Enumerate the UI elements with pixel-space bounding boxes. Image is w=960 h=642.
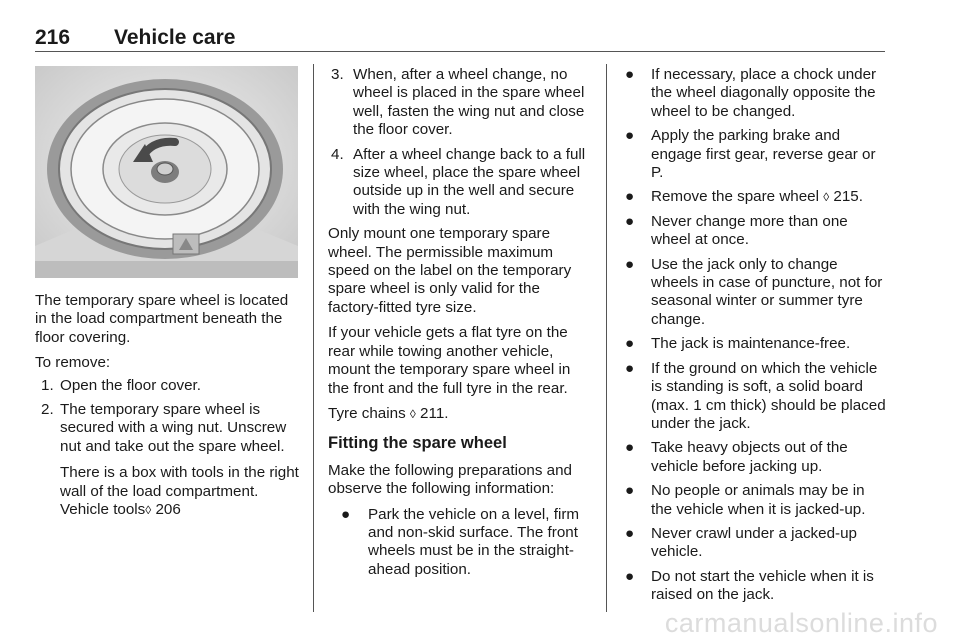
list-item: 2. The temporary spare wheel is secured with a wing nut. Unscrew nut and take out the spare wheel. There is a box with tools in the right wall of the load compartment. Vehicle tools◊ 206 <box>41 401 299 519</box>
preparation-list <box>328 506 594 580</box>
intro-text: The temporary spare wheel is located in the load compartment beneath the floor covering. <box>35 292 289 346</box>
removal-steps-continued <box>328 66 594 219</box>
bullet-icon: ● <box>341 505 351 523</box>
list-item: ● Never change more than one wheel at once. <box>625 212 848 249</box>
towing-note: If your vehicle gets a flat tyre on the rear while towing another vehicle, mount the temporary spare wheel in the front and the full tyre in the rear. <box>328 324 571 397</box>
list-item: ● The jack is maintenance-free. <box>625 335 851 353</box>
header-divider <box>35 51 885 52</box>
preparation-text: Make the following preparations and observe the following information: <box>328 461 572 498</box>
list-item: 1. Open the floor cover. <box>41 376 201 394</box>
section-heading: Fitting the spare wheel <box>328 434 507 453</box>
list-item: ● Never crawl under a jacked-up vehicle. <box>625 524 857 561</box>
list-item: 3. When, after a wheel change, no wheel is placed in the spare wheel well, fasten the wing nut and close the floor cover. <box>331 66 585 139</box>
spare-wheel-illustration <box>35 66 298 278</box>
list-item: ● If the ground on which the vehicle is standing is soft, a solid board (max. 1 cm thick) should be placed under the jack. <box>625 359 886 432</box>
cross-reference-page[interactable]: 215. <box>829 188 863 206</box>
removal-steps <box>35 377 299 520</box>
list-item: ● If necessary, place a chock under the wheel diagonally opposite the wheel to be changed. <box>625 66 877 120</box>
column-divider <box>606 64 607 612</box>
list-item: ● No people or animals may be in the vehicle when it is jacked-up. <box>625 482 866 518</box>
bullet-icon: ● <box>625 188 635 206</box>
page-header <box>35 26 885 52</box>
list-item: ● Park the vehicle on a level, firm and non-skid surface. The front wheels must be in the straight-ahead position. <box>341 505 580 578</box>
to-remove-label: To remove: <box>35 354 111 372</box>
cross-reference-arrow-icon[interactable]: ◊ <box>145 503 152 518</box>
page-number: 216 <box>35 26 71 49</box>
bullet-icon: ● <box>625 567 635 585</box>
bullet-icon: ● <box>625 482 635 500</box>
bullet-icon: ● <box>625 255 635 273</box>
cross-reference-page[interactable]: 206 <box>151 501 181 519</box>
list-item: ● Remove the spare wheel ◊ 215. <box>625 188 863 206</box>
cross-reference-arrow-icon[interactable]: ◊ <box>823 190 830 205</box>
precautions-list <box>621 66 886 605</box>
watermark: carmanualsonline.info <box>664 608 938 638</box>
column-divider <box>313 64 314 612</box>
bullet-icon: ● <box>625 439 635 457</box>
bullet-icon: ● <box>625 335 635 353</box>
list-item: ● Apply the parking brake and engage first gear, reverse gear or P. <box>625 127 876 182</box>
bullet-icon: ● <box>625 66 635 83</box>
list-item: ● Do not start the vehicle when it is raised on the jack. <box>625 567 874 604</box>
list-item: 4. After a wheel change back to a full size wheel, place the spare wheel outside up in the well and secure with the wing nut. <box>331 145 586 218</box>
temporary-spare-note: Only mount one temporary spare wheel. The permissible maximum speed on the label on the temporary spare wheel is only valid for the factory-fitted tyre size. <box>328 225 572 316</box>
tools-note: There is a box with tools in the right wall of the load compartment. Vehicle tools◊ 206 <box>60 464 299 519</box>
list-item: ● Take heavy objects out of the vehicle before jacking up. <box>625 439 848 475</box>
bullet-icon: ● <box>625 359 635 377</box>
cross-reference-page[interactable]: 211. <box>415 404 449 422</box>
bullet-icon: ● <box>625 524 635 542</box>
bullet-icon: ● <box>625 212 635 230</box>
list-item: ● Use the jack only to change wheels in case of puncture, not for seasonal winter or summer tyre change. <box>625 255 883 328</box>
cross-reference-arrow-icon[interactable]: ◊ <box>409 406 416 421</box>
tyre-chains-ref: Tyre chains ◊ 211. <box>328 404 449 422</box>
column-3 <box>621 66 886 611</box>
section-title: Vehicle care <box>114 26 236 49</box>
column-2 <box>328 66 594 585</box>
bullet-icon: ● <box>625 127 635 145</box>
column-1 <box>35 66 299 526</box>
